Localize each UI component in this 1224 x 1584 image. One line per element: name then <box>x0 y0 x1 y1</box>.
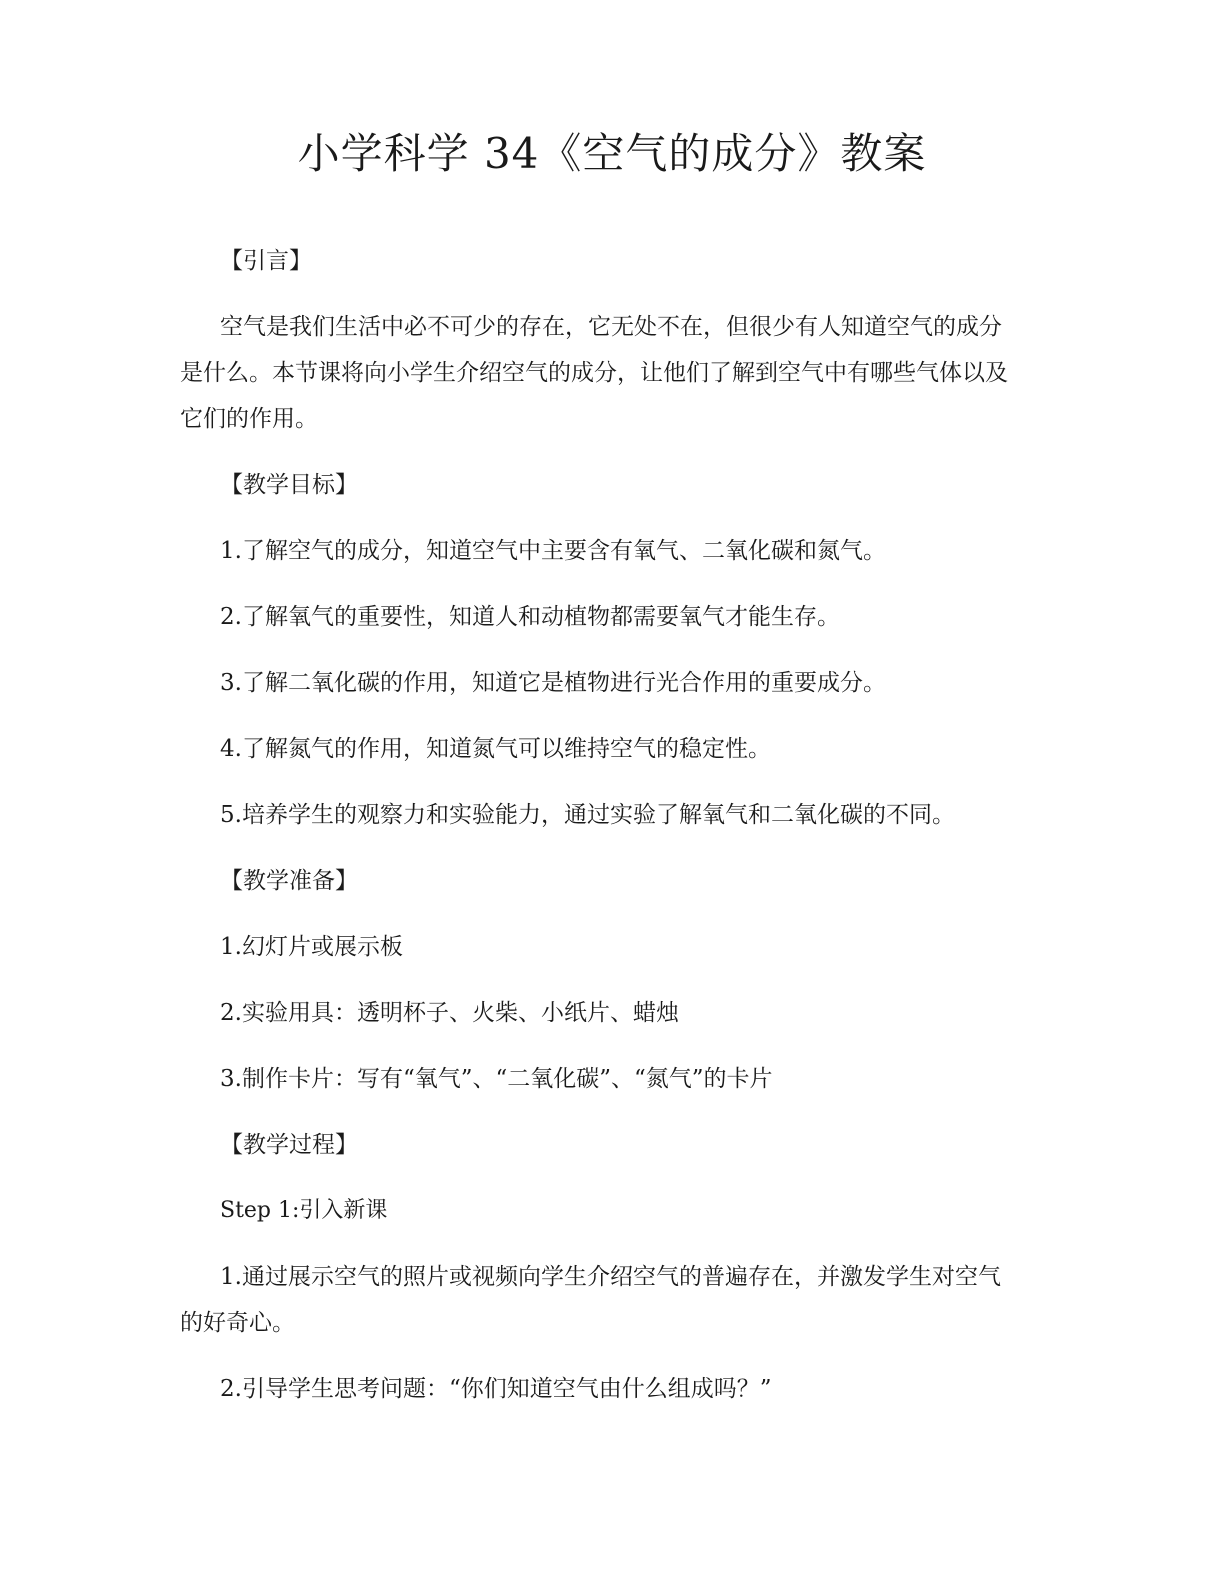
prep-item: 1.幻灯片或展示板 <box>220 934 403 960</box>
intro-paragraph-line: 是什么。本节课将向小学生介绍空气的成分，让他们了解到空气中有哪些气体以及 <box>180 360 1008 386</box>
process-item-line: 的好奇心。 <box>180 1310 295 1336</box>
process-item-line: 1.通过展示空气的照片或视频向学生介绍空气的普遍存在，并激发学生对空气 <box>220 1264 1001 1290</box>
goal-item: 1.了解空气的成分，知道空气中主要含有氧气、二氧化碳和氮气。 <box>220 538 886 564</box>
intro-paragraph-line: 它们的作用。 <box>180 406 318 432</box>
intro-heading: 【引言】 <box>220 248 312 274</box>
prep-item: 3.制作卡片：写有“氧气”、“二氧化碳”、“氮气”的卡片 <box>220 1066 773 1092</box>
goal-item: 3.了解二氧化碳的作用，知道它是植物进行光合作用的重要成分。 <box>220 670 886 696</box>
process-item: 2.引导学生思考问题：“你们知道空气由什么组成吗？” <box>220 1376 772 1402</box>
process-heading: 【教学过程】 <box>220 1132 358 1158</box>
prep-heading: 【教学准备】 <box>220 868 358 894</box>
goal-item: 2.了解氧气的重要性，知道人和动植物都需要氧气才能生存。 <box>220 604 840 630</box>
document-title: 小学科学 34《空气的成分》教案 <box>297 129 927 178</box>
prep-item: 2.实验用具：透明杯子、火柴、小纸片、蜡烛 <box>220 1000 679 1026</box>
goal-item: 5.培养学生的观察力和实验能力，通过实验了解氧气和二氧化碳的不同。 <box>220 802 955 828</box>
goal-item: 4.了解氮气的作用，知道氮气可以维持空气的稳定性。 <box>220 736 771 762</box>
intro-paragraph-line: 空气是我们生活中必不可少的存在，它无处不在，但很少有人知道空气的成分 <box>220 314 1002 340</box>
step-label: Step 1:引入新课 <box>220 1198 388 1223</box>
goals-heading: 【教学目标】 <box>220 472 358 498</box>
